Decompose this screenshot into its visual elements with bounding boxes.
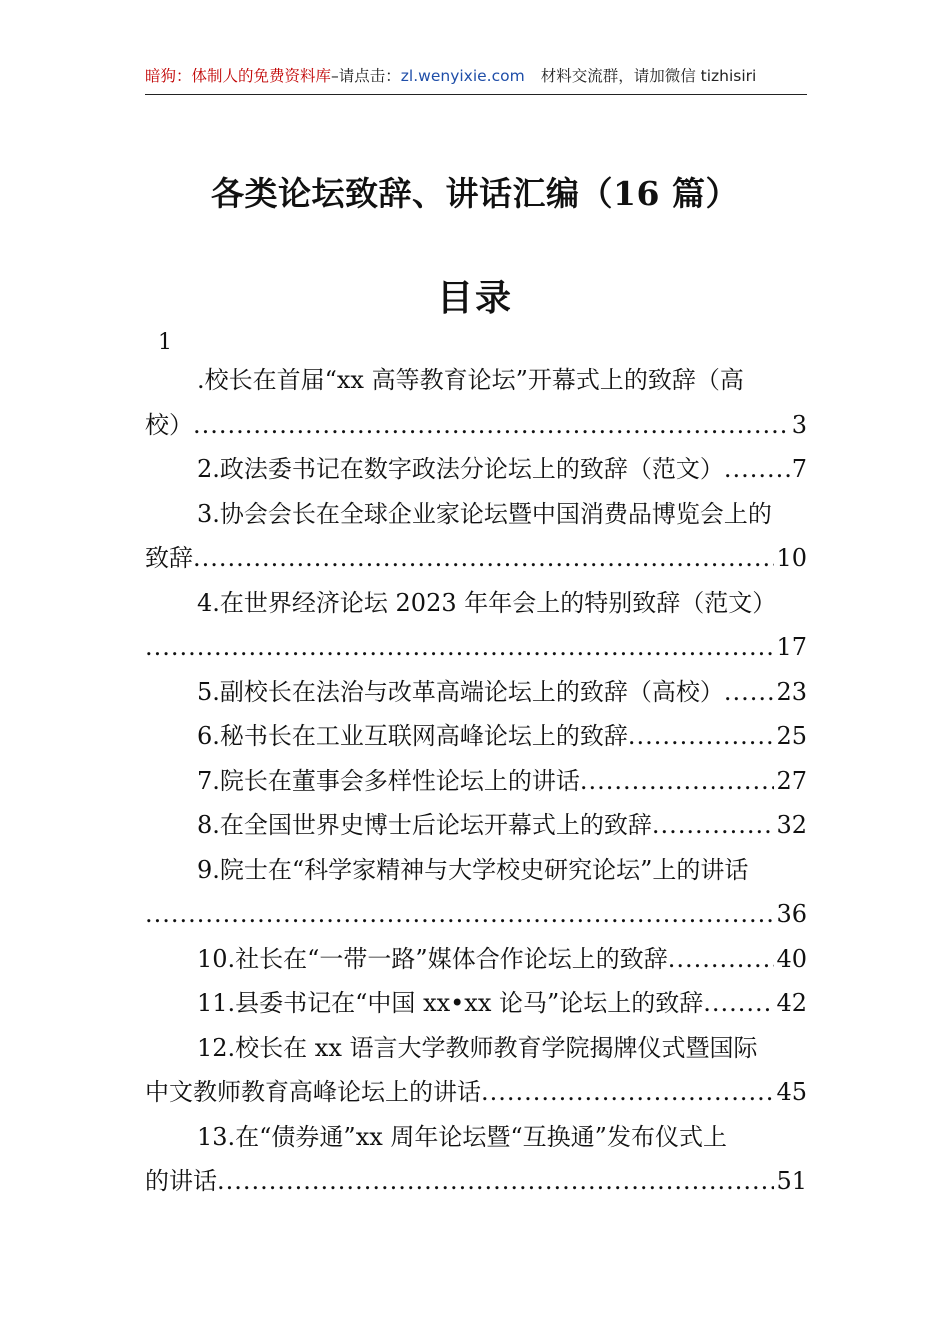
toc-entry-page: 51 bbox=[776, 1167, 807, 1195]
toc-entry-title-cont: 校） bbox=[145, 410, 193, 439]
toc-leader bbox=[193, 403, 790, 448]
toc-entry[interactable] bbox=[145, 1026, 807, 1115]
header-note: 材料交流群，请加微信 tizhisiri bbox=[540, 67, 757, 85]
page-marker: 1 bbox=[158, 330, 172, 355]
toc-entry[interactable] bbox=[145, 581, 807, 670]
toc-leader bbox=[481, 1070, 774, 1115]
toc-entry-title: 7.院长在董事会多样性论坛上的讲话 bbox=[197, 766, 580, 795]
toc-entry-page: 17 bbox=[776, 633, 807, 661]
toc-leader bbox=[145, 892, 774, 937]
toc-entry-title: 5.副校长在法治与改革高端论坛上的致辞（高校） bbox=[197, 677, 724, 706]
toc-entry-page: 45 bbox=[776, 1078, 807, 1106]
toc-entry-title-cont: 的讲话 bbox=[145, 1167, 217, 1195]
toc-leader bbox=[580, 759, 775, 804]
toc-leader bbox=[724, 447, 790, 492]
document-title: 各类论坛致辞、讲话汇编（16 篇） bbox=[211, 174, 739, 213]
header-brand: 暗狗：体制人的免费资料库 bbox=[145, 67, 332, 85]
toc-entry-page: 7 bbox=[791, 455, 807, 483]
toc-entry-page: 25 bbox=[776, 722, 807, 750]
toc-entry[interactable] bbox=[145, 981, 807, 1026]
toc-entry-page: 3 bbox=[791, 410, 807, 439]
toc-leader bbox=[668, 937, 775, 982]
toc-entry-page: 42 bbox=[776, 989, 807, 1017]
toc-entry[interactable] bbox=[145, 803, 807, 848]
toc-leader bbox=[628, 714, 775, 759]
toc-entry-title-cont: 致辞 bbox=[145, 544, 193, 572]
toc-entry[interactable] bbox=[145, 937, 807, 982]
toc-entry-page: 32 bbox=[776, 811, 807, 839]
toc-heading: 目录 bbox=[436, 277, 513, 319]
toc-entry[interactable] bbox=[145, 714, 807, 759]
toc-entry[interactable] bbox=[145, 358, 807, 447]
toc-entry-page: 10 bbox=[776, 544, 807, 572]
toc-entry[interactable] bbox=[145, 670, 807, 715]
toc-entry[interactable] bbox=[145, 447, 807, 492]
toc-entry-title: 11.县委书记在“中国 xx•xx 论马”论坛上的致辞 bbox=[197, 989, 704, 1017]
toc-entry-title: 10.社长在“一带一路”媒体合作论坛上的致辞 bbox=[197, 944, 668, 973]
toc-entry-title: 8.在全国世界史博士后论坛开幕式上的致辞 bbox=[197, 811, 652, 839]
toc-entry-title: 12.校长在 xx 语言大学教师教育学院揭牌仪式暨国际 bbox=[197, 1033, 758, 1062]
toc-entry[interactable] bbox=[145, 848, 807, 937]
toc-entry-title: .校长在首届“xx 高等教育论坛”开幕式上的致辞（高 bbox=[197, 366, 744, 394]
header-link-prefix: –请点击： bbox=[331, 67, 401, 85]
toc-leader bbox=[724, 670, 775, 715]
toc-entry-page: 23 bbox=[776, 677, 807, 706]
toc-leader bbox=[652, 803, 775, 848]
toc-leader bbox=[703, 981, 774, 1026]
toc-entry-title: 9.院士在“科学家精神与大学校史研究论坛”上的讲话 bbox=[197, 855, 749, 884]
header-link[interactable]: zl.wenyixie.com bbox=[400, 67, 525, 85]
toc-entry-title-cont: 中文教师教育高峰论坛上的讲话 bbox=[145, 1078, 481, 1106]
toc-entry-title: 3.协会会长在全球企业家论坛暨中国消费品博览会上的 bbox=[197, 499, 772, 528]
page-header bbox=[145, 64, 807, 95]
toc-entry-page: 27 bbox=[776, 766, 807, 795]
toc-leader bbox=[145, 625, 774, 670]
table-of-contents bbox=[145, 358, 807, 1204]
toc-entry[interactable] bbox=[145, 1115, 807, 1204]
toc-entry-title: 4.在世界经济论坛 2023 年年会上的特别致辞（范文） bbox=[197, 588, 777, 617]
toc-entry-title: 6.秘书长在工业互联网高峰论坛上的致辞 bbox=[197, 722, 628, 750]
toc-entry-page: 40 bbox=[776, 944, 807, 973]
toc-leader bbox=[193, 536, 774, 581]
toc-entry-title: 2.政法委书记在数字政法分论坛上的致辞（范文） bbox=[197, 455, 724, 483]
toc-leader bbox=[217, 1159, 774, 1204]
toc-entry-page: 36 bbox=[776, 900, 807, 928]
toc-entry[interactable] bbox=[145, 492, 807, 581]
toc-entry-title: 13.在“债券通”xx 周年论坛暨“互换通”发布仪式上 bbox=[197, 1122, 727, 1151]
toc-entry[interactable] bbox=[145, 759, 807, 804]
